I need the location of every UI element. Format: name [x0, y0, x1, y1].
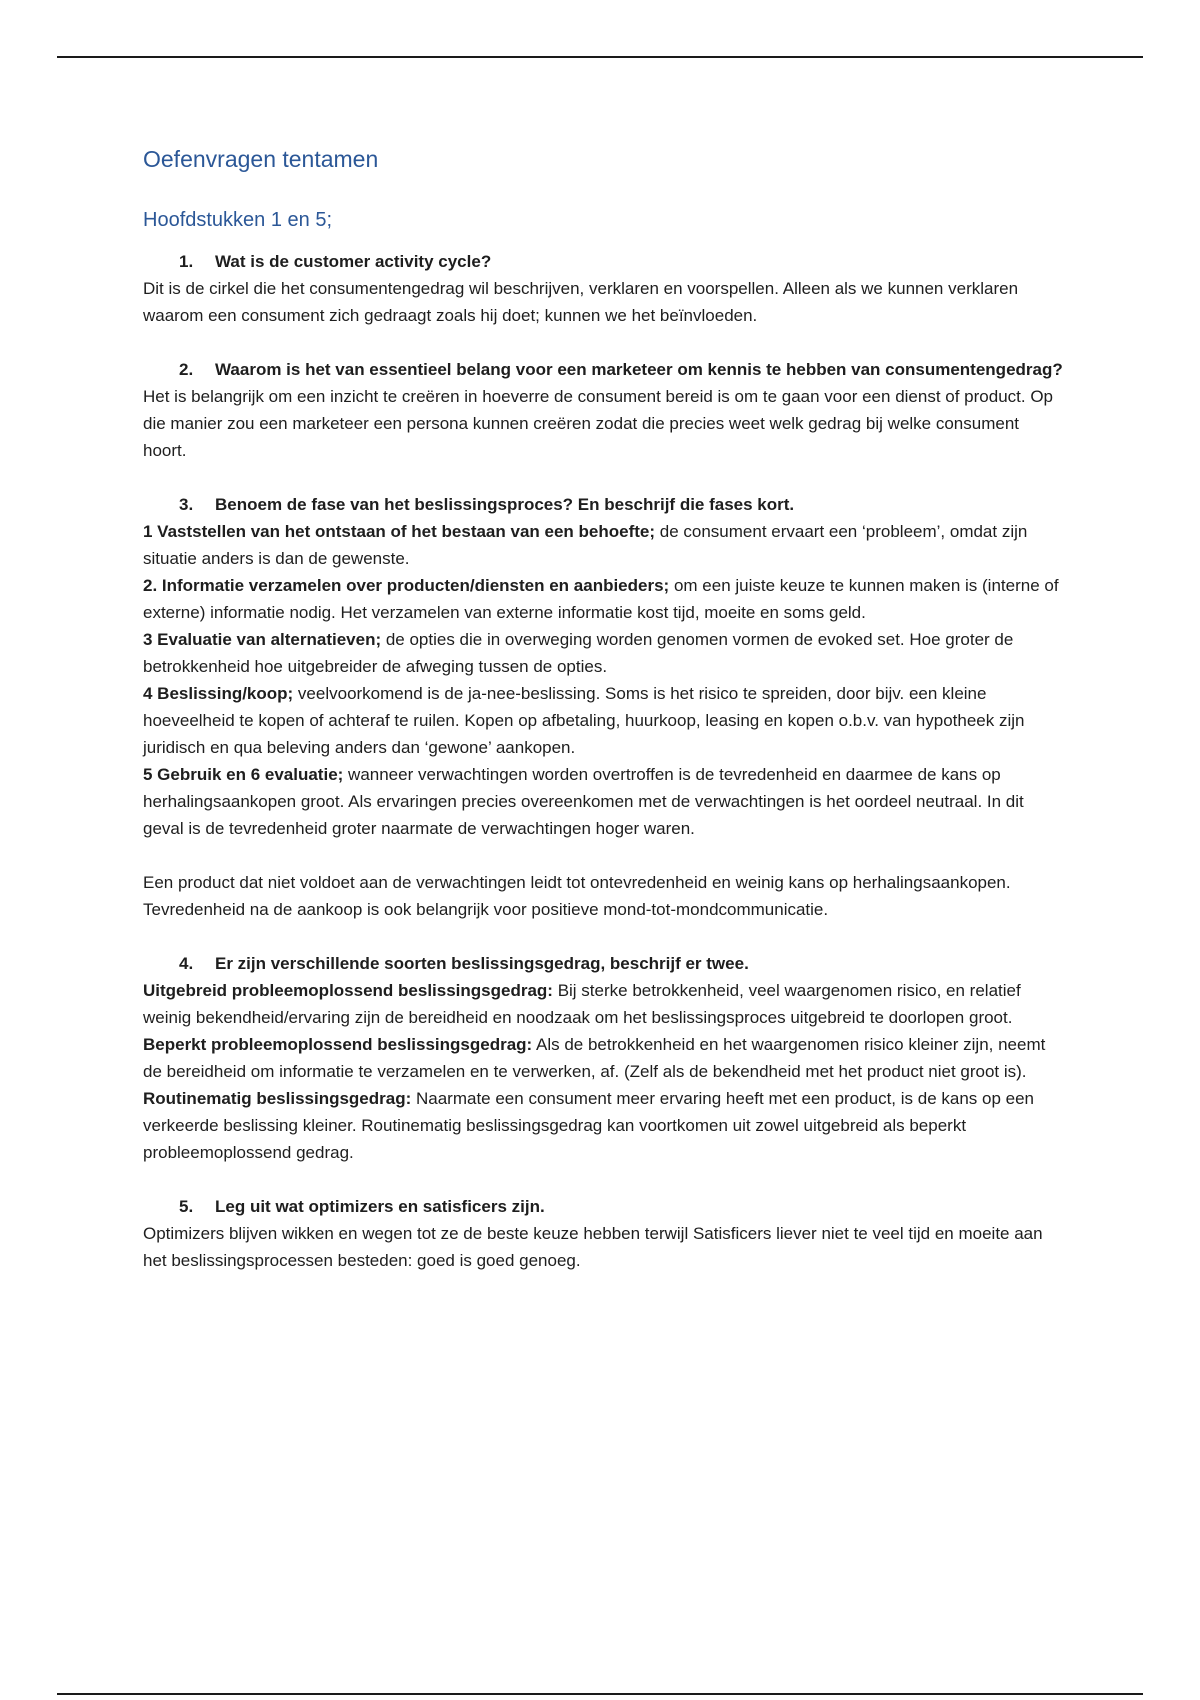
type-text: Als de betrokkenheid en het waargenomen risico kleiner zijn, neemt de bereidheid om informatie te verzamelen en te verwerken, af. (Zelf als de bekendheid met het product niet groot is). [143, 1035, 1046, 1081]
phase-text: om een juiste keuze te kunnen maken is (interne of externe) informatie nodig. Het verzamelen van externe informatie kost tijd, moeite en soms geld. [143, 576, 1059, 622]
question-heading [143, 491, 1063, 518]
phase-text: veelvoorkomend is de ja-nee-beslissing. Soms is het risico te spreiden, door bijv. een kleine hoeveelheid te kopen of achteraf te ruilen. Kopen op afbetaling, huurkoop, leasing en kopen o.b.v. van hypotheek zijn juridisch en qua beleving anders dan ‘gewone’ aankopen. [143, 684, 1025, 757]
phase-paragraph [143, 680, 1063, 761]
document-title: Oefenvragen tentamen [143, 146, 379, 172]
question-text: Er zijn verschillende soorten beslissingsgedrag, beschrijf er twee. [215, 954, 749, 973]
question-number: 1. [179, 252, 194, 271]
bottom-rule [57, 1693, 1143, 1695]
question-block-3 [143, 491, 1063, 923]
type-term: Beperkt probleemoplossend beslissingsgedrag: [143, 1035, 533, 1054]
phase-text: de consument ervaart een ‘probleem’, omdat zijn situatie anders is dan de gewenste. [143, 522, 1028, 568]
question-text: Leg uit wat optimizers en satisficers zijn. [215, 1197, 545, 1216]
answer-text: Optimizers blijven wikken en wegen tot ze de beste keuze hebben terwijl Satisficers liever niet te veel tijd en moeite aan het beslissingsprocessen besteden: goed is goed genoeg. [143, 1224, 1043, 1270]
question-heading [143, 356, 1063, 383]
question-number: 2. [179, 360, 194, 379]
question-number: 5. [179, 1197, 194, 1216]
phase-term: 2. Informatie verzamelen over producten/diensten en aanbieders; [143, 576, 670, 595]
type-paragraph [143, 977, 1063, 1031]
question-heading [143, 1193, 1063, 1220]
phase-term: 5 Gebruik en 6 evaluatie; [143, 765, 344, 784]
question-text: Benoem de fase van het beslissingsproces? En beschrijf die fases kort. [215, 495, 795, 514]
phase-paragraph [143, 626, 1063, 680]
phase-term: 1 Vaststellen van het ontstaan of het bestaan van een behoefte; [143, 522, 656, 541]
type-term: Uitgebreid probleemoplossend beslissingsgedrag: [143, 981, 553, 1000]
phase-paragraph [143, 572, 1063, 626]
extra-paragraph: Een product dat niet voldoet aan de verwachtingen leidt tot ontevredenheid en weinig kans op herhalingsaankopen. Tevredenheid na de aankoop is ook belangrijk voor positieve mond-tot-mondcommunicatie. [143, 873, 1011, 919]
question-number: 4. [179, 954, 194, 973]
type-text: Naarmate een consument meer ervaring heeft met een product, is de kans op een verkeerde beslissing kleiner. Routinematig beslissingsgedrag kan voortkomen uit zowel uitgebreid als beperkt probleemoplossend gedrag. [143, 1089, 1035, 1162]
phase-text: de opties die in overweging worden genomen vormen de evoked set. Hoe groter de betrokkenheid hoe uitgebreider de afweging tussen de opties. [143, 630, 1014, 676]
answer-text: Het is belangrijk om een inzicht te creëren in hoeverre de consument bereid is om te gaan voor een dienst of product. Op die manier zou een marketeer een persona kunnen creëren zodat die precies weet welk gedrag bij welke consument hoort. [143, 387, 1054, 460]
phase-paragraph [143, 761, 1063, 842]
question-number: 3. [179, 495, 194, 514]
question-heading [143, 248, 1063, 275]
phase-paragraph [143, 518, 1063, 572]
question-text: Wat is de customer activity cycle? [215, 252, 492, 271]
phase-term: 4 Beslissing/koop; [143, 684, 294, 703]
question-block-4 [143, 950, 1063, 1166]
question-block-1 [143, 248, 1063, 329]
question-block-5 [143, 1193, 1063, 1274]
question-heading [143, 950, 1063, 977]
question-block-2 [143, 356, 1063, 464]
document-page [143, 146, 1063, 1274]
phase-term: 3 Evaluatie van alternatieven; [143, 630, 382, 649]
type-paragraph [143, 1085, 1063, 1166]
type-text: Bij sterke betrokkenheid, veel waargenomen risico, en relatief weinig bekendheid/ervaring zijn de bereidheid en noodzaak om het beslissingsproces uitgebreid te doorlopen groot. [143, 981, 1021, 1027]
section-subtitle: Hoofdstukken 1 en 5; [143, 209, 333, 231]
question-text: Waarom is het van essentieel belang voor een marketeer om kennis te hebben van consumentengedrag? [215, 360, 1063, 379]
phase-text: wanneer verwachtingen worden overtroffen is de tevredenheid en daarmee de kans op herhalingsaankopen groot. Als ervaringen precies overeenkomen met de verwachtingen is het oordeel neutraal. In dit geval is de tevredenheid groter naarmate de verwachtingen hoger waren. [143, 765, 1024, 838]
answer-text: Dit is de cirkel die het consumentengedrag wil beschrijven, verklaren en voorspellen. Alleen als we kunnen verklaren waarom een consument zich gedraagt zoals hij doet; kunnen we het beïnvloeden. [143, 279, 1019, 325]
top-rule [57, 56, 1143, 58]
type-paragraph [143, 1031, 1063, 1085]
type-term: Routinematig beslissingsgedrag: [143, 1089, 412, 1108]
